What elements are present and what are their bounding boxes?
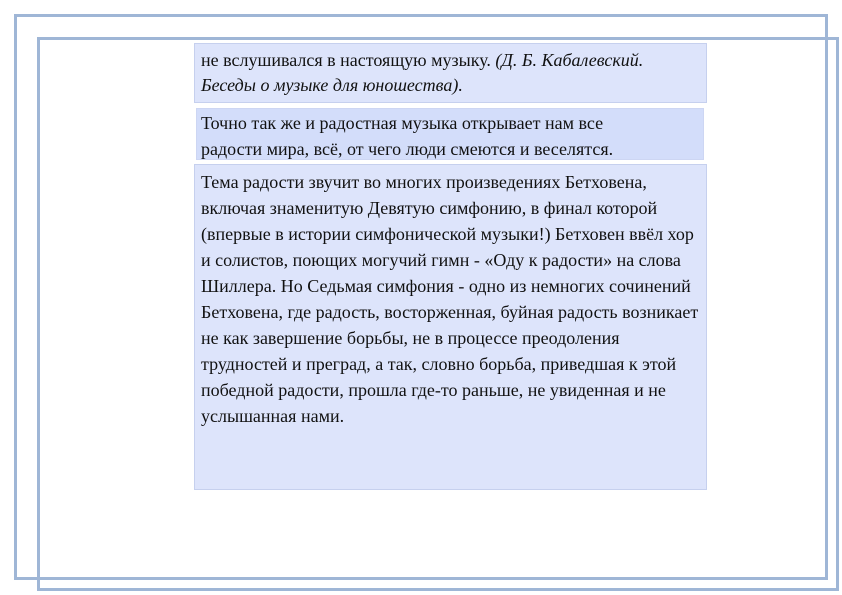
beethoven-text-box xyxy=(194,164,707,490)
quote-text-box xyxy=(194,43,707,103)
beethoven-text: Тема радости звучит во многих произведениях Бетховена, включая знаменитую Девятую симфонию, в финал которой (впервые в истории симфонической музыки!) Бетховен ввёл хор и солистов, поющих могучий гимн - «Оду к радости» на слова Шиллера. Но Седьмая симфония - одно из немногих сочинений Бетховена, где радость, восторженная, буйная радость возникает не как завершение борьбы, не в процессе преодоления трудностей и преград, а так, словно борьба, приведшая к этой победной радости, прошла где-то раньше, не увиденная и не услышанная нами. xyxy=(201,172,699,426)
joy-text-line-2: радости мира, всё, от чего люди смеются и веселятся. xyxy=(201,139,614,159)
quote-text: не вслушивался в настоящую музыку. xyxy=(201,50,491,70)
quote-attribution: (Д. Б. Кабалевский. Беседы о музыке для юношества). xyxy=(201,50,644,95)
joy-text-line-1: Точно так же и радостная музыка открывает нам все xyxy=(201,113,604,133)
joy-text-box xyxy=(196,108,704,160)
